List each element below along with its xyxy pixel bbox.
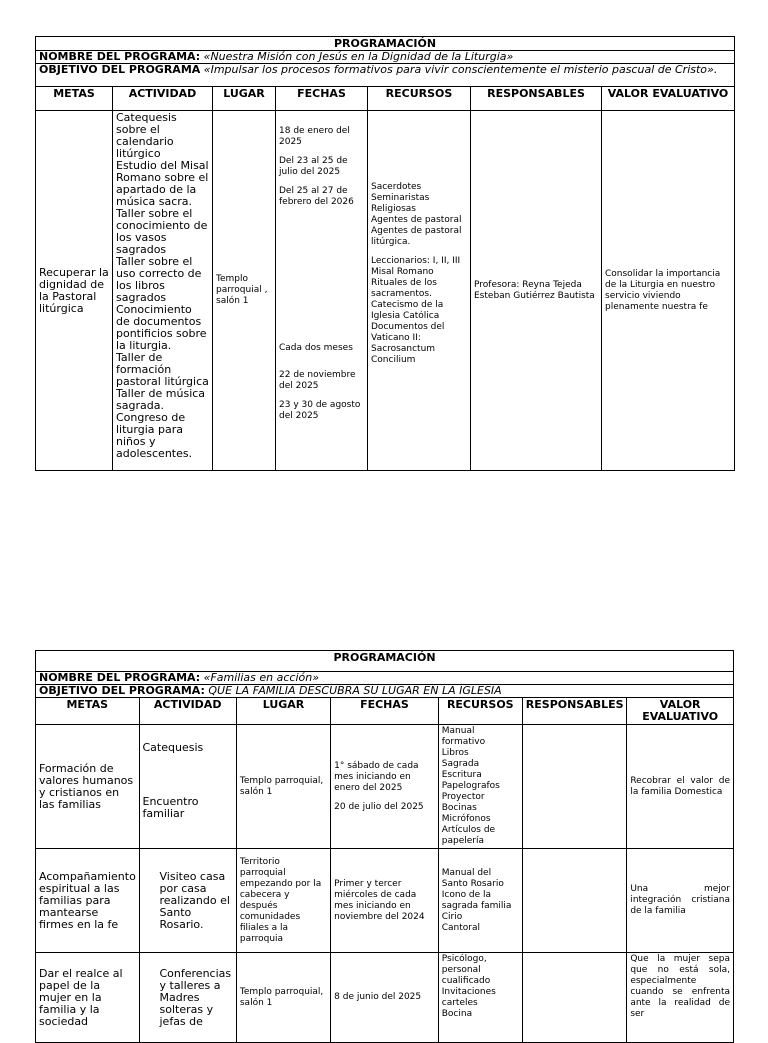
cell-recursos: [438, 953, 522, 1043]
header-metas: METAS: [36, 87, 113, 111]
cell-valor: Consolidar la importancia de la Liturgia en nuestro servicio viviendo plenamente nuestra fe: [602, 111, 735, 471]
cell-fechas: Primer y tercer miércoles de cada mes iniciando en noviembre del 2024: [331, 849, 439, 953]
program-name-value: «Nuestra Misión con Jesús en la Dignidad de la Liturgia»: [203, 50, 514, 63]
resource-item: Sagrada: [441, 759, 480, 769]
program-objective-label: OBJETIVO DEL PROGRAMA: [39, 63, 201, 76]
cell-valor: Una mejor integración cristiana de la familia: [627, 849, 734, 953]
activity-item: Congreso de liturgia para niños y adolescentes.: [116, 411, 193, 460]
program-name-label: NOMBRE DEL PROGRAMA:: [39, 671, 201, 684]
resource-item: Seminaristas: [371, 193, 430, 203]
resource-item: Sacerdotes: [371, 182, 422, 192]
table-row: [36, 725, 734, 849]
resource-item: Misal Romano: [371, 267, 434, 277]
cell-actividad: Conferencias y talleres a Madres solteras y jefas de: [139, 953, 236, 1043]
header-lugar: LUGAR: [236, 698, 330, 725]
header-actividad: ACTIVIDAD: [139, 698, 236, 725]
activity-item: Taller de formación pastoral litúrgica: [116, 351, 209, 388]
cell-metas: Dar el realce al papel de la mujer en la familia y la sociedad: [36, 953, 140, 1043]
cell-lugar: Territorio parroquial empezando por la cabecera y después comunidades filiales a la parroquia: [236, 849, 330, 953]
resource-item: Bocinas: [441, 803, 477, 813]
resource-item: personal cualificado: [441, 965, 491, 986]
resource-item: Invitaciones: [441, 987, 496, 997]
resource-item: Micrófonos: [441, 814, 491, 824]
table-row: [36, 111, 735, 471]
date-item: Cada dos meses: [279, 343, 353, 353]
cell-actividad: [139, 725, 236, 849]
table-title: PROGRAMACIÓN: [36, 37, 735, 51]
program-objective-value: «Impulsar los procesos formativos para vivir conscientemente el misterio pascual de Cristo».: [203, 63, 718, 76]
cell-responsables: [522, 849, 627, 953]
resource-item: Agentes de pastoral litúrgica.: [371, 226, 462, 247]
resource-item: Manual del Santo Rosario: [441, 867, 504, 889]
programacion-table-familias: [35, 650, 734, 1043]
resource-item: Proyector: [441, 792, 485, 802]
date-item: 22 de noviembre del 2025: [279, 370, 356, 391]
resource-item: Manual formativo: [441, 726, 486, 747]
header-responsables: RESPONSABLES: [471, 87, 602, 111]
cell-recursos: [438, 849, 522, 953]
date-item: Del 25 al 27 de febrero del 2026: [279, 186, 354, 207]
activity-item: Catequesis: [142, 741, 204, 754]
header-lugar: LUGAR: [213, 87, 276, 111]
program-name-label: NOMBRE DEL PROGRAMA:: [39, 50, 201, 63]
header-valor-evaluativo: VALOR EVALUATIVO: [627, 698, 734, 725]
header-recursos: RECURSOS: [438, 698, 522, 725]
activity-item: Encuentro familiar: [142, 795, 199, 820]
resource-item: Cirio: [441, 911, 463, 922]
cell-responsables: [522, 953, 627, 1043]
date-item: 18 de enero del 2025: [279, 126, 350, 147]
cell-actividad: Visiteo casa por casa realizando el Santo Rosario.: [139, 849, 236, 953]
header-actividad: ACTIVIDAD: [113, 87, 213, 111]
resource-item: Leccionarios: I, II, III: [371, 256, 461, 266]
activity-item: Estudio del Misal Romano sobre el apartado de la música sacra.: [116, 159, 209, 208]
activity-item: Conocimiento de documentos pontificios sobre la liturgia.: [116, 303, 207, 352]
resource-item: carteles: [441, 998, 478, 1008]
header-valor-evaluativo: VALOR EVALUATIVO: [602, 87, 735, 111]
header-metas: METAS: [36, 698, 140, 725]
cell-fechas: 8 de junio del 2025: [331, 953, 439, 1043]
resource-item: Escritura: [441, 770, 482, 780]
program-name-row: [36, 51, 735, 64]
cell-metas: Acompañamiento espiritual a las familias para mantearse firmes en la fe: [36, 849, 140, 953]
cell-metas: Formación de valores humanos y cristianos en las familias: [36, 725, 140, 849]
cell-valor: Recobrar el valor de la familia Domestica: [627, 725, 734, 849]
resource-item: Artículos de papelería: [441, 825, 496, 846]
date-item: Del 23 al 25 de julio del 2025: [279, 156, 348, 177]
resource-item: Sacrosanctum Concilium: [371, 344, 436, 365]
cell-actividad: [113, 111, 213, 471]
program-name-value: «Familias en acción»: [203, 671, 319, 684]
resource-item: Bocina: [441, 1009, 473, 1019]
resource-item: Catecismo de la Iglesia Católica: [371, 300, 444, 321]
resource-item: Psicólogo,: [441, 954, 487, 964]
cell-fechas: [276, 111, 368, 471]
activity-item: Taller de música sagrada.: [116, 387, 206, 412]
date-item: 20 de julio del 2025: [334, 801, 424, 812]
table-row: [36, 849, 734, 953]
resource-item: Icono de la sagrada familia: [441, 889, 512, 911]
activity-item: Taller sobre el conocimiento de los vasos sagrados: [116, 207, 208, 256]
resource-item: Libros: [441, 748, 469, 758]
program-objective-value: QUE LA FAMILIA DESCUBRA SU LUGAR EN LA IGLESIA: [208, 684, 502, 697]
header-recursos: RECURSOS: [368, 87, 471, 111]
resource-item: Rituales de los sacramentos.: [371, 278, 437, 299]
program-objective-label: OBJETIVO DEL PROGRAMA:: [39, 684, 205, 697]
activity-item: Catequesis sobre el calendario litúrgico: [116, 111, 177, 160]
resource-item: Religiosas: [371, 204, 416, 214]
resource-item: Papelografos: [441, 781, 500, 791]
cell-responsables: Profesora: Reyna Tejeda Esteban Gutiérrez Bautista: [471, 111, 602, 471]
cell-lugar: Templo parroquial , salón 1: [213, 111, 276, 471]
cell-fechas: [331, 725, 439, 849]
programacion-table-liturgia: [35, 36, 735, 471]
header-fechas: FECHAS: [331, 698, 439, 725]
resource-item: Cantoral: [441, 922, 481, 933]
cell-responsables: [522, 725, 627, 849]
table-title: PROGRAMACIÓN: [36, 651, 734, 672]
date-item: 23 y 30 de agosto del 2025: [279, 400, 361, 421]
resource-item: Documentos del Vaticano II:: [371, 322, 445, 343]
cell-metas: Recuperar la dignidad de la Pastoral litúrgica: [36, 111, 113, 471]
header-responsables: RESPONSABLES: [522, 698, 627, 725]
cell-recursos: [368, 111, 471, 471]
table-row: [36, 953, 734, 1043]
program-objective-row: [36, 64, 735, 87]
cell-lugar: Templo parroquial, salón 1: [236, 953, 330, 1043]
program-name-row: [36, 672, 734, 685]
activity-item: Taller sobre el uso correcto de los libros sagrados: [116, 255, 202, 304]
program-objective-row: [36, 685, 734, 698]
cell-recursos: [438, 725, 522, 849]
cell-lugar: Templo parroquial, salón 1: [236, 725, 330, 849]
resource-item: Agentes de pastoral: [371, 215, 462, 225]
cell-valor: Que la mujer sepa que no está sola, especialmente cuando se enfrenta ante la realidad de ser: [627, 953, 734, 1043]
date-item: 1° sábado de cada mes iniciando en enero del 2025: [334, 760, 419, 793]
header-fechas: FECHAS: [276, 87, 368, 111]
